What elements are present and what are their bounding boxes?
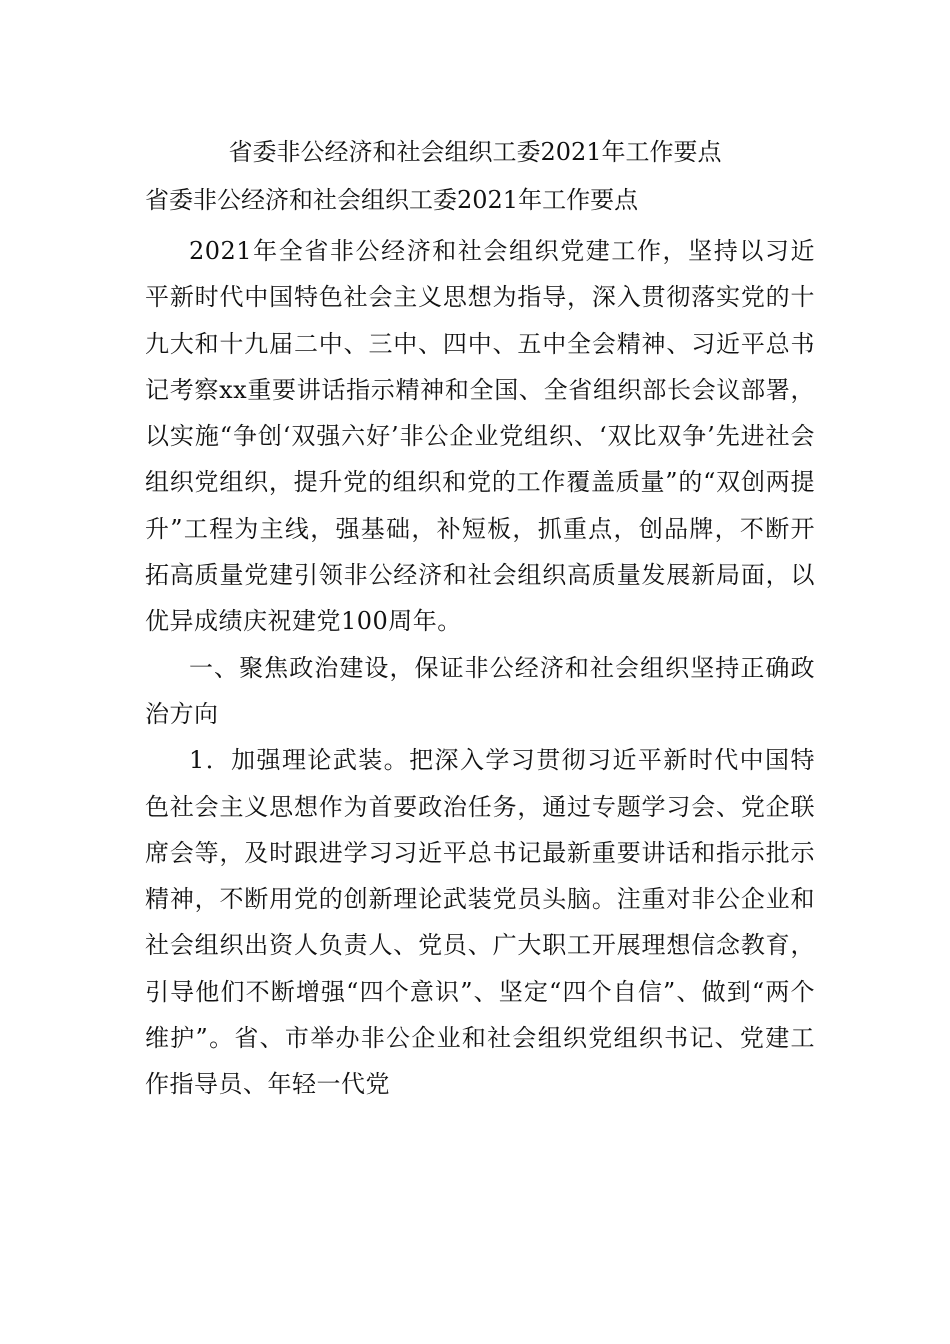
section-heading-1: 一、聚焦政治建设，保证非公经济和社会组织坚持正确政治方向 xyxy=(145,653,815,728)
item-paragraph-1: 1．加强理论武装。把深入学习贯彻习近平新时代中国特色社会主义思想作为首要政治任务，通过专题学习会、党企联席会等，及时跟进学习习近平总书记最新重要讲话和指示批示精神，不断用党的创新理论武装党员头脑。注重对非公企业和社会组织出资人负责人、党员、广大职工开展理想信念教育，引导他们不断增强“四个意识”、坚定“四个自信”、做到“两个维护”。省、市举办非公企业和社会组织党组织书记、党建工作指导员、年轻一代党 xyxy=(145,746,815,1099)
intro-paragraph: 2021年全省非公经济和社会组织党建工作，坚持以习近平新时代中国特色社会主义思想为指导，深入贯彻落实党的十九大和十九届二中、三中、四中、五中全会精神、习近平总书记考察xx重要讲话指示精神和全国、全省组织部长会议部署，以实施“争创‘双强六好’非公企业党组织、‘双比双争’先进社会组织党组织，提升党的组织和党的工作覆盖质量”的“双创两提升”工程为主线，强基础，补短板，抓重点，创品牌，不断开拓高质量党建引领非公经济和社会组织高质量发展新局面，以优异成绩庆祝建党100周年。 xyxy=(145,237,815,636)
document-title: 省委非公经济和社会组织工委2021年工作要点 xyxy=(228,138,722,166)
document-subtitle: 省委非公经济和社会组织工委2021年工作要点 xyxy=(145,186,639,214)
document-body xyxy=(145,228,815,1108)
